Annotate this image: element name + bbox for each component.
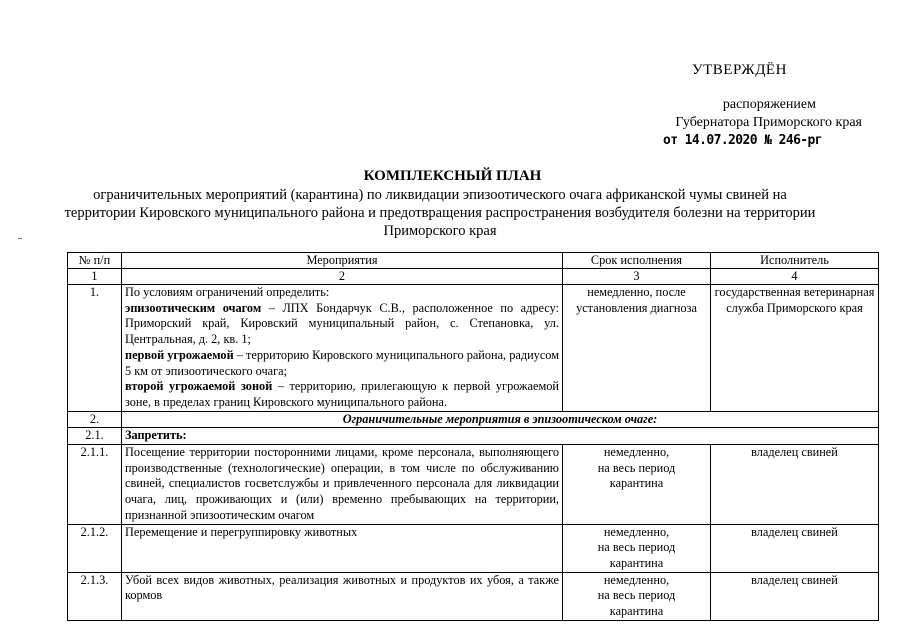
row-number: 2.1.3. <box>68 572 122 620</box>
column-number-row <box>68 269 879 285</box>
table-row <box>68 445 879 525</box>
executor-cell: владелец свиней <box>711 572 879 620</box>
column-number: 2 <box>122 269 563 285</box>
measure-text: Перемещение и перегруппировку животных <box>122 524 563 572</box>
second-zone-text: – территорию, прилегающую к первой угрожаемой зоне, в пределах границ Кировского муниципального района. <box>125 379 559 409</box>
header-term: Срок исполнения <box>563 253 711 269</box>
column-number: 3 <box>563 269 711 285</box>
column-number: 1 <box>68 269 122 285</box>
section-heading: Ограничительные мероприятия в эпизоотическом очаге: <box>122 411 879 428</box>
table-row <box>68 411 879 428</box>
measure-text <box>122 285 563 412</box>
measure-intro: По условиям ограничений определить: <box>125 285 330 299</box>
term-cell: немедленно, на весь период карантина <box>563 445 711 525</box>
focus-label: эпизоотическим очагом <box>125 300 262 315</box>
measure-text: Убой всех видов животных, реализация животных и продуктов их убоя, а также кормов <box>122 572 563 620</box>
table-header-row <box>68 253 879 269</box>
term-cell: немедленно, после установления диагноза <box>563 285 711 412</box>
subsection-heading: Запретить: <box>122 428 879 445</box>
second-zone-label: второй угрожаемой зоной <box>125 379 273 394</box>
header-measures: Мероприятия <box>122 253 563 269</box>
row-number: 2.1.2. <box>68 524 122 572</box>
focus-text: – ЛПХ Бондарчук С.В., расположенное по адресу: Приморский край, Кировский муниципальный район, с. Степановка, ул. Центральная, д. 2, кв. 1; <box>125 300 559 347</box>
approval-heading: УТВЕРЖДЁН <box>692 62 787 78</box>
table-row <box>68 524 879 572</box>
executor-cell: владелец свиней <box>711 445 879 525</box>
header-executor: Исполнитель <box>711 253 879 269</box>
first-zone-text: – территорию Кировского муниципального района, радиусом 5 км от эпизоотического очага; <box>125 347 559 378</box>
first-zone-label: первой угрожаемой <box>125 347 234 362</box>
table-row <box>68 285 879 412</box>
document-title: КОМПЛЕКСНЫЙ ПЛАН <box>363 168 542 184</box>
approval-governor-line: Губернатора Приморского края <box>675 115 862 130</box>
column-number: 4 <box>711 269 879 285</box>
executor-cell: владелец свиней <box>711 524 879 572</box>
approval-date-number: от 14.07.2020 № 246-рг <box>663 133 822 148</box>
executor-cell: государственная ветеринарная служба Приморского края <box>711 285 879 412</box>
table-row <box>68 428 879 445</box>
term-cell: немедленно, на весь период карантина <box>563 572 711 620</box>
measures-table <box>67 252 879 621</box>
measure-text: Посещение территории посторонними лицами, кроме персонала, выполняющего производственные (технологические) операции, в том числе по обслуживанию свиней, специалистов госветслужбы и привлеченного персонала для ликвидации очага, лиц, проживающих и (или) временно пребывающих на территории, признанной эпизоотическим очагом <box>122 445 563 525</box>
table-row <box>68 572 879 620</box>
approval-order-line: распоряжением <box>722 97 816 112</box>
header-num: № п/п <box>68 253 122 269</box>
row-number: 2.1.1. <box>68 445 122 525</box>
row-number: 1. <box>68 285 122 412</box>
document-subtitle: ограничительных мероприятий (карантина) по ликвидации эпизоотического очага африканской чумы свиней на территории Кировского муниципального района и предотвращения распространения возбудителя болезни на территории Приморского края <box>64 187 816 239</box>
row-number: 2.1. <box>68 428 122 445</box>
margin-mark <box>18 238 22 239</box>
term-cell: немедленно, на весь период карантина <box>563 524 711 572</box>
row-number: 2. <box>68 411 122 428</box>
